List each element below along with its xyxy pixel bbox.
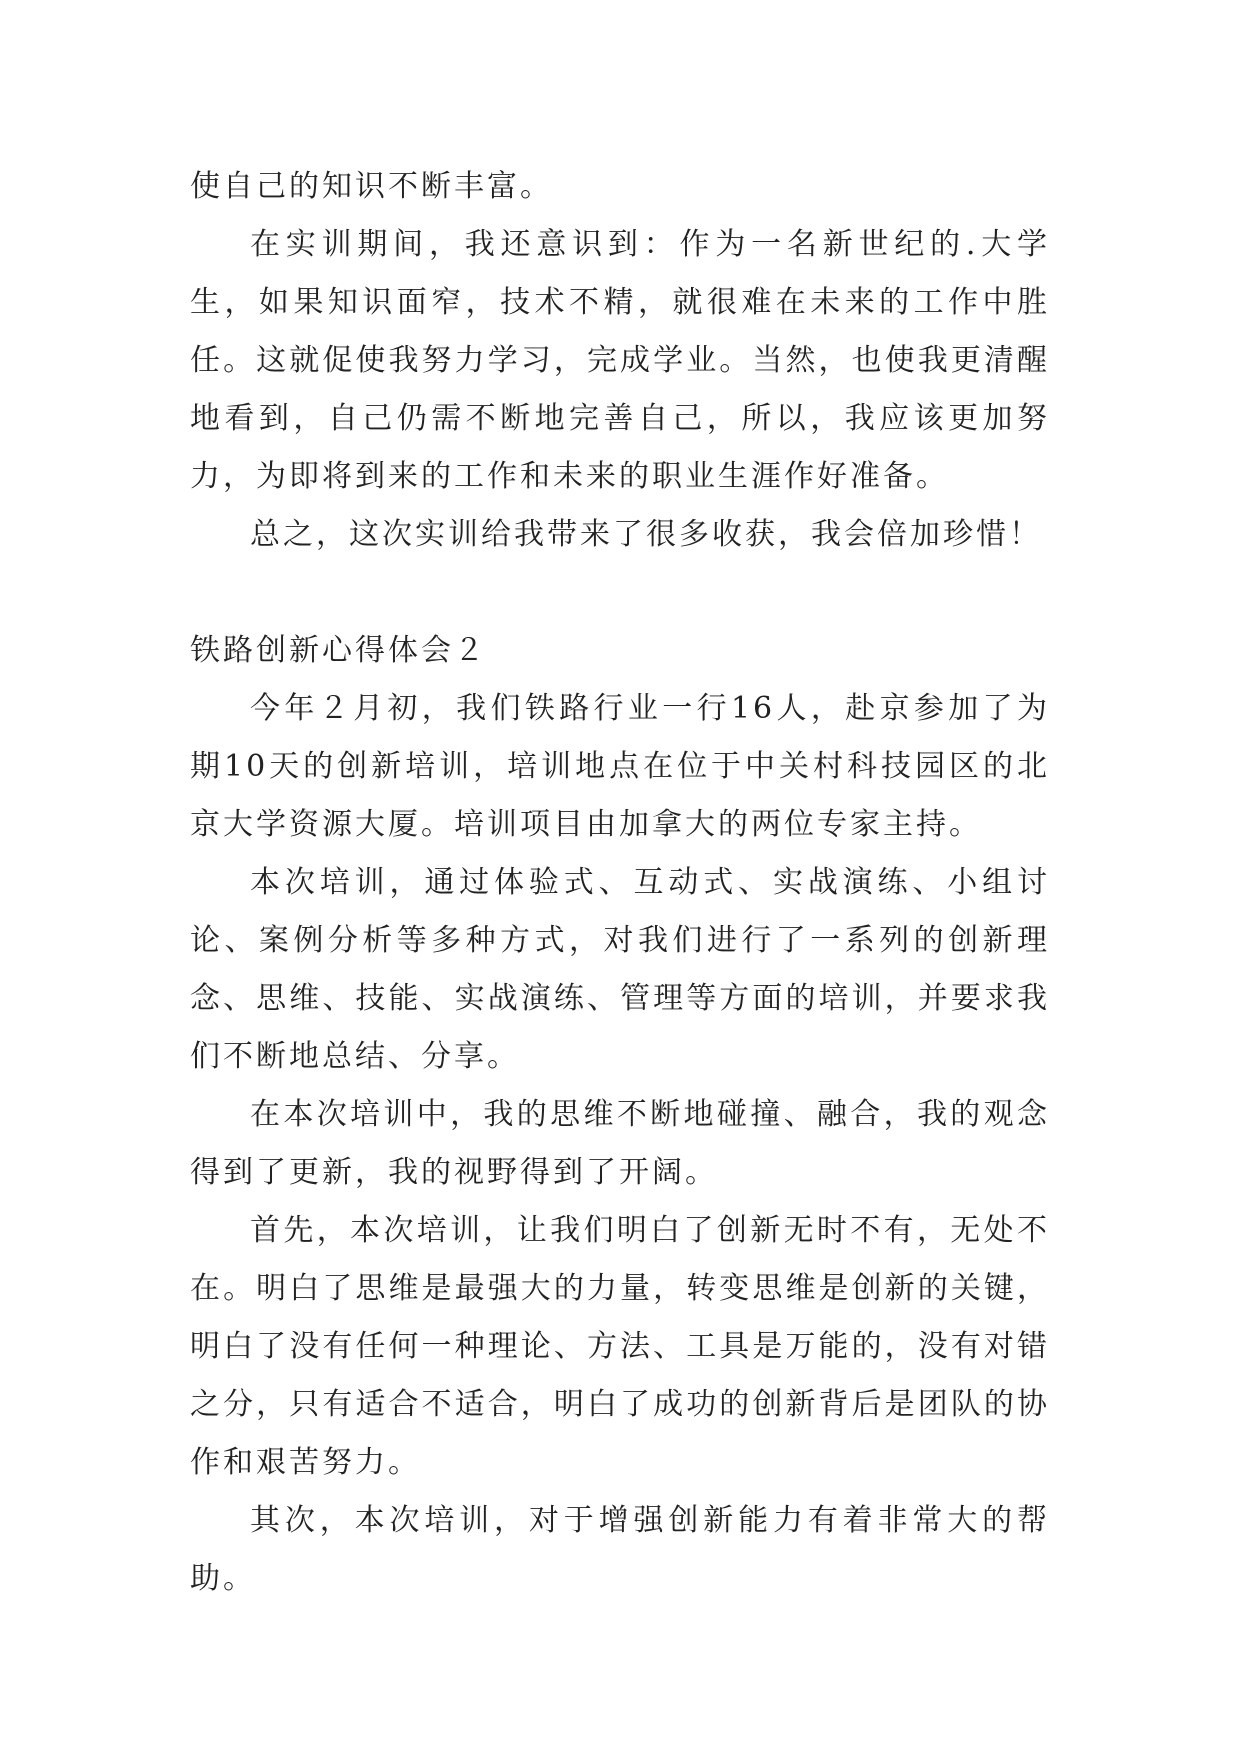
paragraph-conclusion: 总之，这次实训给我带来了很多收获，我会倍加珍惜！ xyxy=(250,517,1042,552)
paragraph-training-intro: 今年２月初，我们铁路行业一行16人，赴京参加了为期10天的创新培训，培训地点在位于中关村科技园区的北京大学资源大厦。培训项目由加拿大的两位专家主持。 xyxy=(190,691,1050,842)
paragraph-first-point: 首先，本次培训，让我们明白了创新无时不有，无处不在。明白了思维是最强大的力量，转变思维是创新的关键，明白了没有任何一种理论、方法、工具是万能的，没有对错之分，只有适合不适合，明白了成功的创新背后是团队的协作和艰苦努力。 xyxy=(190,1213,1050,1480)
paragraph-training-methods: 本次培训，通过体验式、互动式、实战演练、小组讨论、案例分析等多种方式，对我们进行了一系列的创新理念、思维、技能、实战演练、管理等方面的培训，并要求我们不断地总结、分享。 xyxy=(190,865,1050,1074)
section-gap xyxy=(190,564,1050,622)
paragraph-awareness: 在实训期间，我还意识到：作为一名新世纪的.大学生，如果知识面窄，技术不精，就很难在未来的工作中胜任。这就促使我努力学习，完成学业。当然，也使我更清醒地看到，自己仍需不断地完善自己，所以，我应该更加努力，为即将到来的工作和未来的职业生涯作好准备。 xyxy=(190,227,1050,494)
document-body xyxy=(190,158,1050,1608)
paragraph-continuation: 使自己的知识不断丰富。 xyxy=(190,169,553,204)
paragraph-second-point: 其次，本次培训，对于增强创新能力有着非常大的帮助。 xyxy=(190,1503,1050,1596)
section-title: 铁路创新心得体会２ xyxy=(190,633,487,668)
paragraph-thinking: 在本次培训中，我的思维不断地碰撞、融合，我的观念得到了更新，我的视野得到了开阔。 xyxy=(190,1097,1050,1190)
